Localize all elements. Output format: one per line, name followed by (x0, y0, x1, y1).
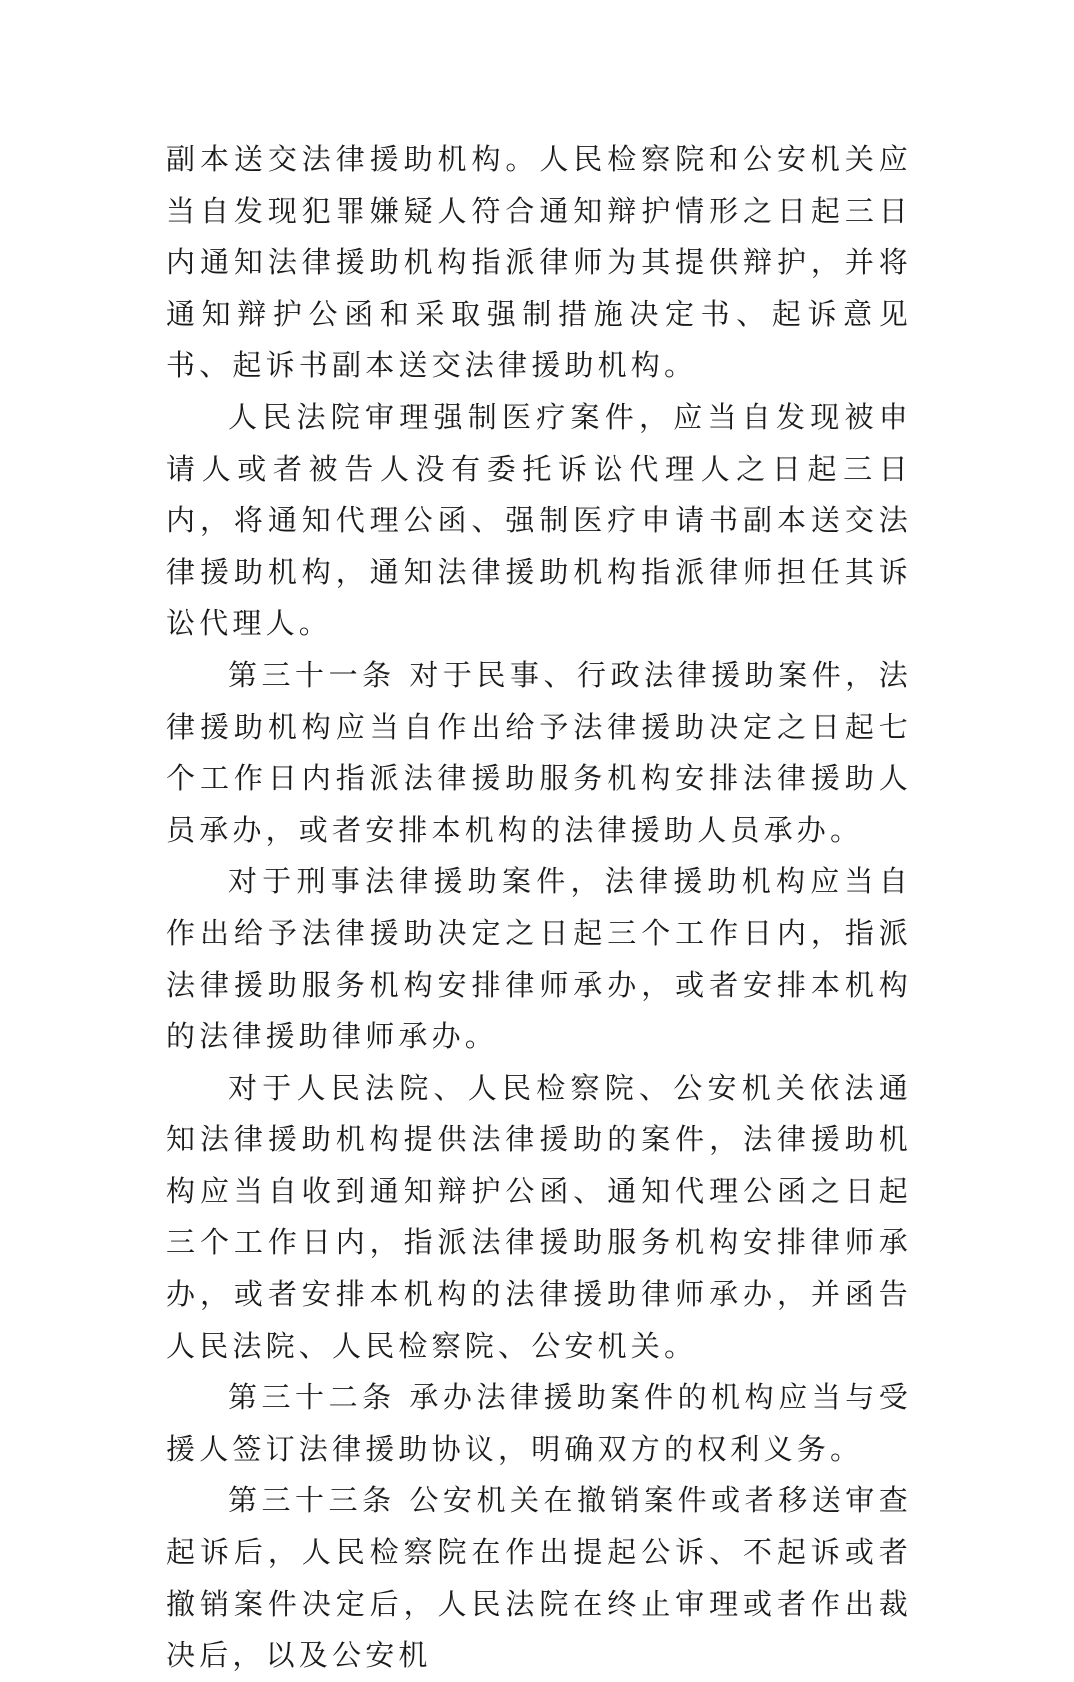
document-page (166, 134, 912, 1682)
paragraph-article-31: 第三十一条 对于民事、行政法律援助案件，法律援助机构应当自作出给予法律援助决定之日起七个工作日内指派法律援助服务机构安排法律援助人员承办，或者安排本机构的法律援助人员承办。 (166, 657, 912, 847)
paragraph-article-33: 第三十三条 公安机关在撤销案件或者移送审查起诉后，人民检察院在作出提起公诉、不起诉或者撤销案件决定后，人民法院在终止审理或者作出裁决后，以及公安机 (166, 1483, 912, 1673)
paragraph-compulsory-treatment: 人民法院审理强制医疗案件，应当自发现被申请人或者被告人没有委托诉讼代理人之日起三日内，将通知代理公函、强制医疗申请书副本送交法律援助机构，通知法律援助机构指派律师担任其诉讼代理人。 (166, 399, 912, 641)
paragraph-continuation: 副本送交法律援助机构。人民检察院和公安机关应当自发现犯罪嫌疑人符合通知辩护情形之日起三日内通知法律援助机构指派律师为其提供辩护，并将通知辩护公函和采取强制措施决定书、起诉意见书、起诉书副本送交法律援助机构。 (166, 142, 912, 383)
paragraph-criminal-cases: 对于刑事法律援助案件，法律援助机构应当自作出给予法律援助决定之日起三个工作日内，指派法律援助服务机构安排律师承办，或者安排本机构的法律援助律师承办。 (166, 864, 912, 1054)
paragraph-article-32: 第三十二条 承办法律援助案件的机构应当与受援人签订法律援助协议，明确双方的权利义务。 (166, 1380, 912, 1466)
paragraph-notified-cases: 对于人民法院、人民检察院、公安机关依法通知法律援助机构提供法律援助的案件，法律援助机构应当自收到通知辩护公函、通知代理公函之日起三个工作日内，指派法律援助服务机构安排律师承办，或者安排本机构的法律援助律师承办，并函告人民法院、人民检察院、公安机关。 (166, 1070, 912, 1363)
